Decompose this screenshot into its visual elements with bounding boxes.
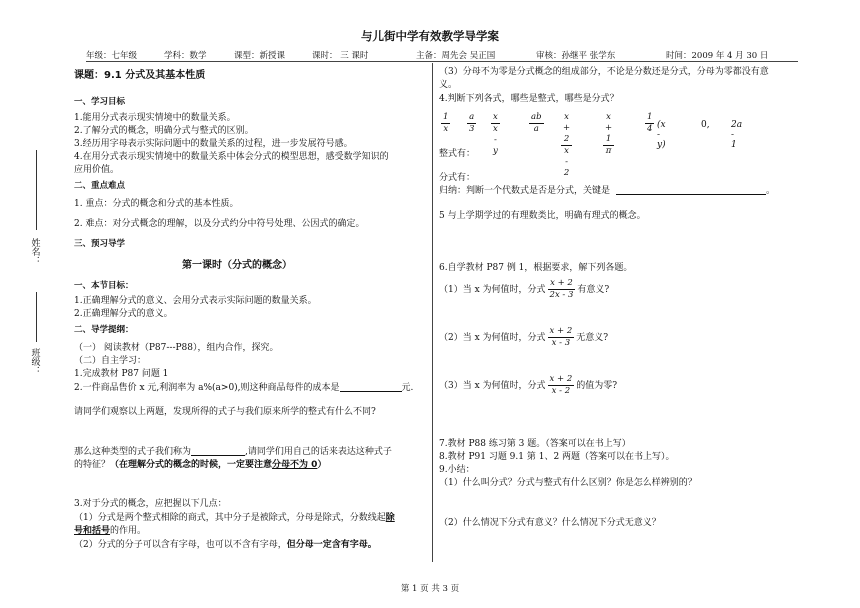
expression: 0, [701,120,710,130]
reviewer-field: 审核：孙继平 张学东 [536,51,616,61]
blank-answer[interactable] [191,445,245,456]
guide-1: （一） 阅读教材（P87---P88），组内合作，探究。 [74,343,279,353]
expression: $\frac{1}{4}$ [647,112,653,134]
section-preview-title: 三、预习导学 [74,239,126,249]
question-6b: （2）当 x 为何值时，分式 $\frac{x + 2}{x - 3}$ 无意义? [439,326,609,348]
lesson-type-field: 课型：新授课 [234,51,286,61]
class-line [36,292,37,342]
question-6c: （3）当 x 为何值时，分式 $\frac{x + 2}{x - 2}$ 的值为零? [439,374,618,396]
periods-field: 课时： 三 课时 [312,51,369,61]
topic-title: 课题：9.1 分式及其基本性质 [74,70,206,81]
expression: $\frac{ab}{a}$ [531,112,542,134]
expression: $\frac{x + 1}{\pi}$ [605,112,613,156]
expression: $\frac{1}{x}$ [443,112,449,134]
goal-3: 3.经历用字母表示实际问题中的数量关系的过程，进一步发展符号感。 [74,139,353,149]
section-aims-title: 一、本节目标： [74,281,134,291]
question-5: 5 与上学期学过的有理数类比，明确有理式的概念。 [439,211,646,221]
expression: $\frac{x + 2}{x - 2}$ [563,112,571,178]
document-title: 与儿街中学有效教学导学案 [361,29,499,43]
point-3a: （1）分式是两个整式相除的商式，其中分子是被除式，分母是除式，分数线起除 [74,513,395,523]
question-6: 6.自学教材 P87 例 1，根据要求，解下列各题。 [439,263,633,273]
date-field: 时间：2009 年 4 月 30 日 [666,51,769,61]
name-line [36,150,37,230]
class-label: 班级： [29,348,40,375]
section-keypoints-title: 二、重点难点 [74,181,126,191]
name-label: 姓名： [29,238,40,265]
study-1: 1.完成教材 P87 问题 1 [74,369,169,379]
expression: $\frac{x}{x - y}$ [493,112,498,156]
column-divider [432,63,433,562]
grade-field: 年级：七年级 [86,51,138,61]
point-3: 3.对于分式的概念，应把握以下几点： [74,499,227,509]
question-9b: （2）什么情况下分式有意义？什么情况下分式无意义？ [439,518,661,528]
section-goals-title: 一、学习目标 [74,97,126,107]
naming-prompt: 那么这种类型的式子我们称为 ,请同学们用自己的话来表达这种式子 [74,447,392,457]
feature-prompt: 的特征？（在理解分式的概念的时候，一定要注意分母不为 0） [74,460,327,470]
fraction-answer-label: 分式有： [439,173,476,183]
expression: 2a - 1 [731,120,743,150]
aim-1: 1.正确理解分式的意义、会用分式表示实际问题的数量关系。 [74,296,317,306]
point-3a-cont: 号和括号的作用。 [74,526,147,536]
question-7: 7.教材 P88 练习第 3 题。（答案可以在书上写） [439,439,631,449]
goal-2: 2.了解分式的概念，明确分式与整式的区别。 [74,126,254,136]
blank-answer[interactable] [340,381,402,392]
aim-2: 2.正确理解分式的意义。 [74,309,173,319]
goal-4: 4.在用分式表示现实情境中的数量关系中体会分式的模型思想，感受数学知识的 [74,152,389,162]
goal-4-cont: 应用价值。 [74,165,120,175]
host-field: 主备：周先会 吴正国 [416,51,496,61]
question-6a: （1）当 x 为何值时，分式 $\frac{x + 2}{2x - 3}$ 有意义? [439,278,610,300]
keypoint-1: 1. 重点：分式的概念和分式的基本性质。 [74,199,239,209]
subject-field: 学科：数学 [164,51,207,61]
lesson-1-title: 第一课时（分式的概念） [182,260,292,271]
header-info-row [86,47,798,62]
question-8: 8.教材 P91 习题 9.1 第 1、2 两题（答案可以在书上写）。 [439,452,675,462]
question-9a: （1）什么叫分式？分式与整式有什么区别？你是怎么样辨别的？ [439,478,697,488]
goal-1: 1.能用分式表示现实情境中的数量关系。 [74,113,236,123]
expression: $\frac{a}{3}$ [469,112,475,134]
keypoint-2: 2. 难点：对分式概念的理解，以及分式约分中符号处理、公因式的确定。 [74,219,365,229]
point-3b: （2）分式的分子可以含有字母，也可以不含有字母，但分母一定含有字母。 [74,540,377,550]
page-footer: 第 1 页 共 3 页 [400,584,460,594]
question-4: 4.判断下列各式，哪些是整式，哪些是分式？ [439,94,619,104]
expression-tail: (x - y) [657,120,666,150]
blank-answer[interactable] [616,184,766,195]
point-3c: （3）分母不为零是分式概念的组成部分，不论是分数还是分式，分母为零都没有意 [439,67,769,77]
guide-2: （二）自主学习： [74,356,147,366]
study-2: 2.一件商品售价 x 元,利润率为 a%(a>0),则这种商品每件的成本是 元. [74,383,414,393]
conclusion: 归纳：判断一个代数式是否是分式，关键是 。 [439,186,776,196]
question-9: 9.小结： [439,465,475,475]
point-3c-cont: 义。 [439,80,458,90]
observe-prompt: 请同学们观察以上两题，发现所得的式子与我们原来所学的整式有什么不同? [74,407,376,417]
integral-answer-label: 整式有： [439,149,476,159]
section-guide-title: 二、导学提纲： [74,325,134,335]
